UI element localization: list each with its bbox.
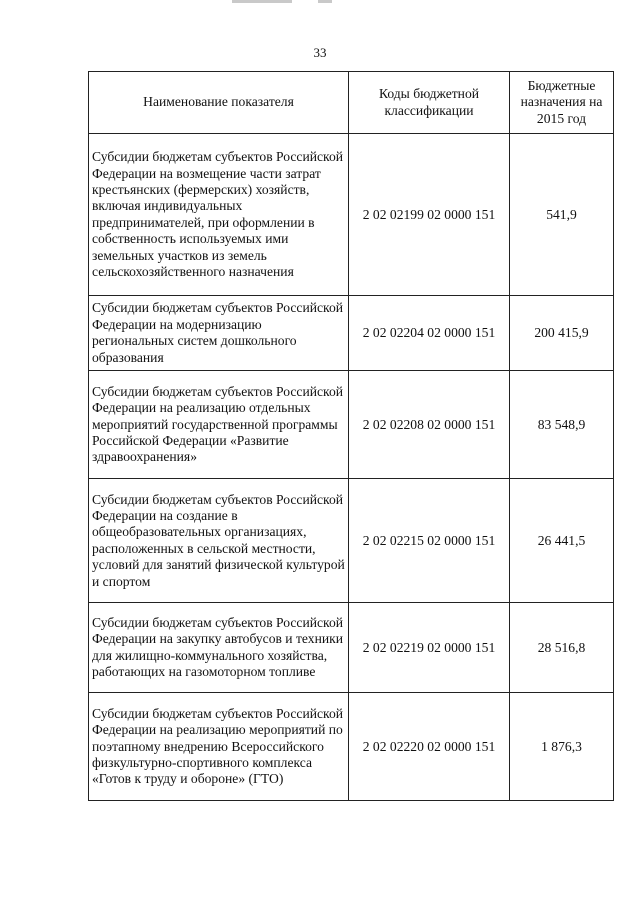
row-amount: 1 876,3 [510,693,614,801]
page-number: 33 [313,45,327,60]
table-row [89,603,614,693]
header-amount: Бюджетные назначения на 2015 год [510,72,614,134]
table-row [89,479,614,603]
scan-artifact [232,0,292,3]
row-amount: 541,9 [510,134,614,296]
table-row [89,371,614,479]
table-header-row [89,72,614,134]
row-amount: 200 415,9 [510,296,614,371]
row-code: 2 02 02220 02 0000 151 [349,693,510,801]
row-name: Субсидии бюджетам субъектов Российской Федерации на реализацию отдельных мероприятий государственной программы Российской Федерации «Развитие здравоохранения» [89,371,349,479]
row-name: Субсидии бюджетам субъектов Российской Федерации на модернизацию региональных систем дошкольного образования [89,296,349,371]
table-row [89,693,614,801]
row-name: Субсидии бюджетам субъектов Российской Федерации на возмещение части затрат крестьянских (фермерских) хозяйств, включая индивидуальных предпринимателей, при оформлении в собственность используемых ими земельных участков из земель сельскохозяйственного назначения [89,134,349,296]
row-amount: 83 548,9 [510,371,614,479]
header-name: Наименование показателя [89,72,349,134]
row-code: 2 02 02215 02 0000 151 [349,479,510,603]
row-name: Субсидии бюджетам субъектов Российской Федерации на реализацию мероприятий по поэтапному внедрению Всероссийского физкультурно-спортивного комплекса «Готов к труду и обороне» (ГТО) [89,693,349,801]
table-row [89,134,614,296]
table-row [89,296,614,371]
row-code: 2 02 02219 02 0000 151 [349,603,510,693]
row-code: 2 02 02199 02 0000 151 [349,134,510,296]
row-amount: 26 441,5 [510,479,614,603]
row-name: Субсидии бюджетам субъектов Российской Федерации на создание в общеобразовательных организациях, расположенных в сельской местности, условий для занятий физической культурой и спортом [89,479,349,603]
row-code: 2 02 02208 02 0000 151 [349,371,510,479]
budget-table [88,71,614,801]
row-name: Субсидии бюджетам субъектов Российской Федерации на закупку автобусов и техники для жилищно-коммунального хозяйства, работающих на газомоторном топливе [89,603,349,693]
header-code: Коды бюджетной классификации [349,72,510,134]
scan-artifact [318,0,332,3]
row-code: 2 02 02204 02 0000 151 [349,296,510,371]
row-amount: 28 516,8 [510,603,614,693]
